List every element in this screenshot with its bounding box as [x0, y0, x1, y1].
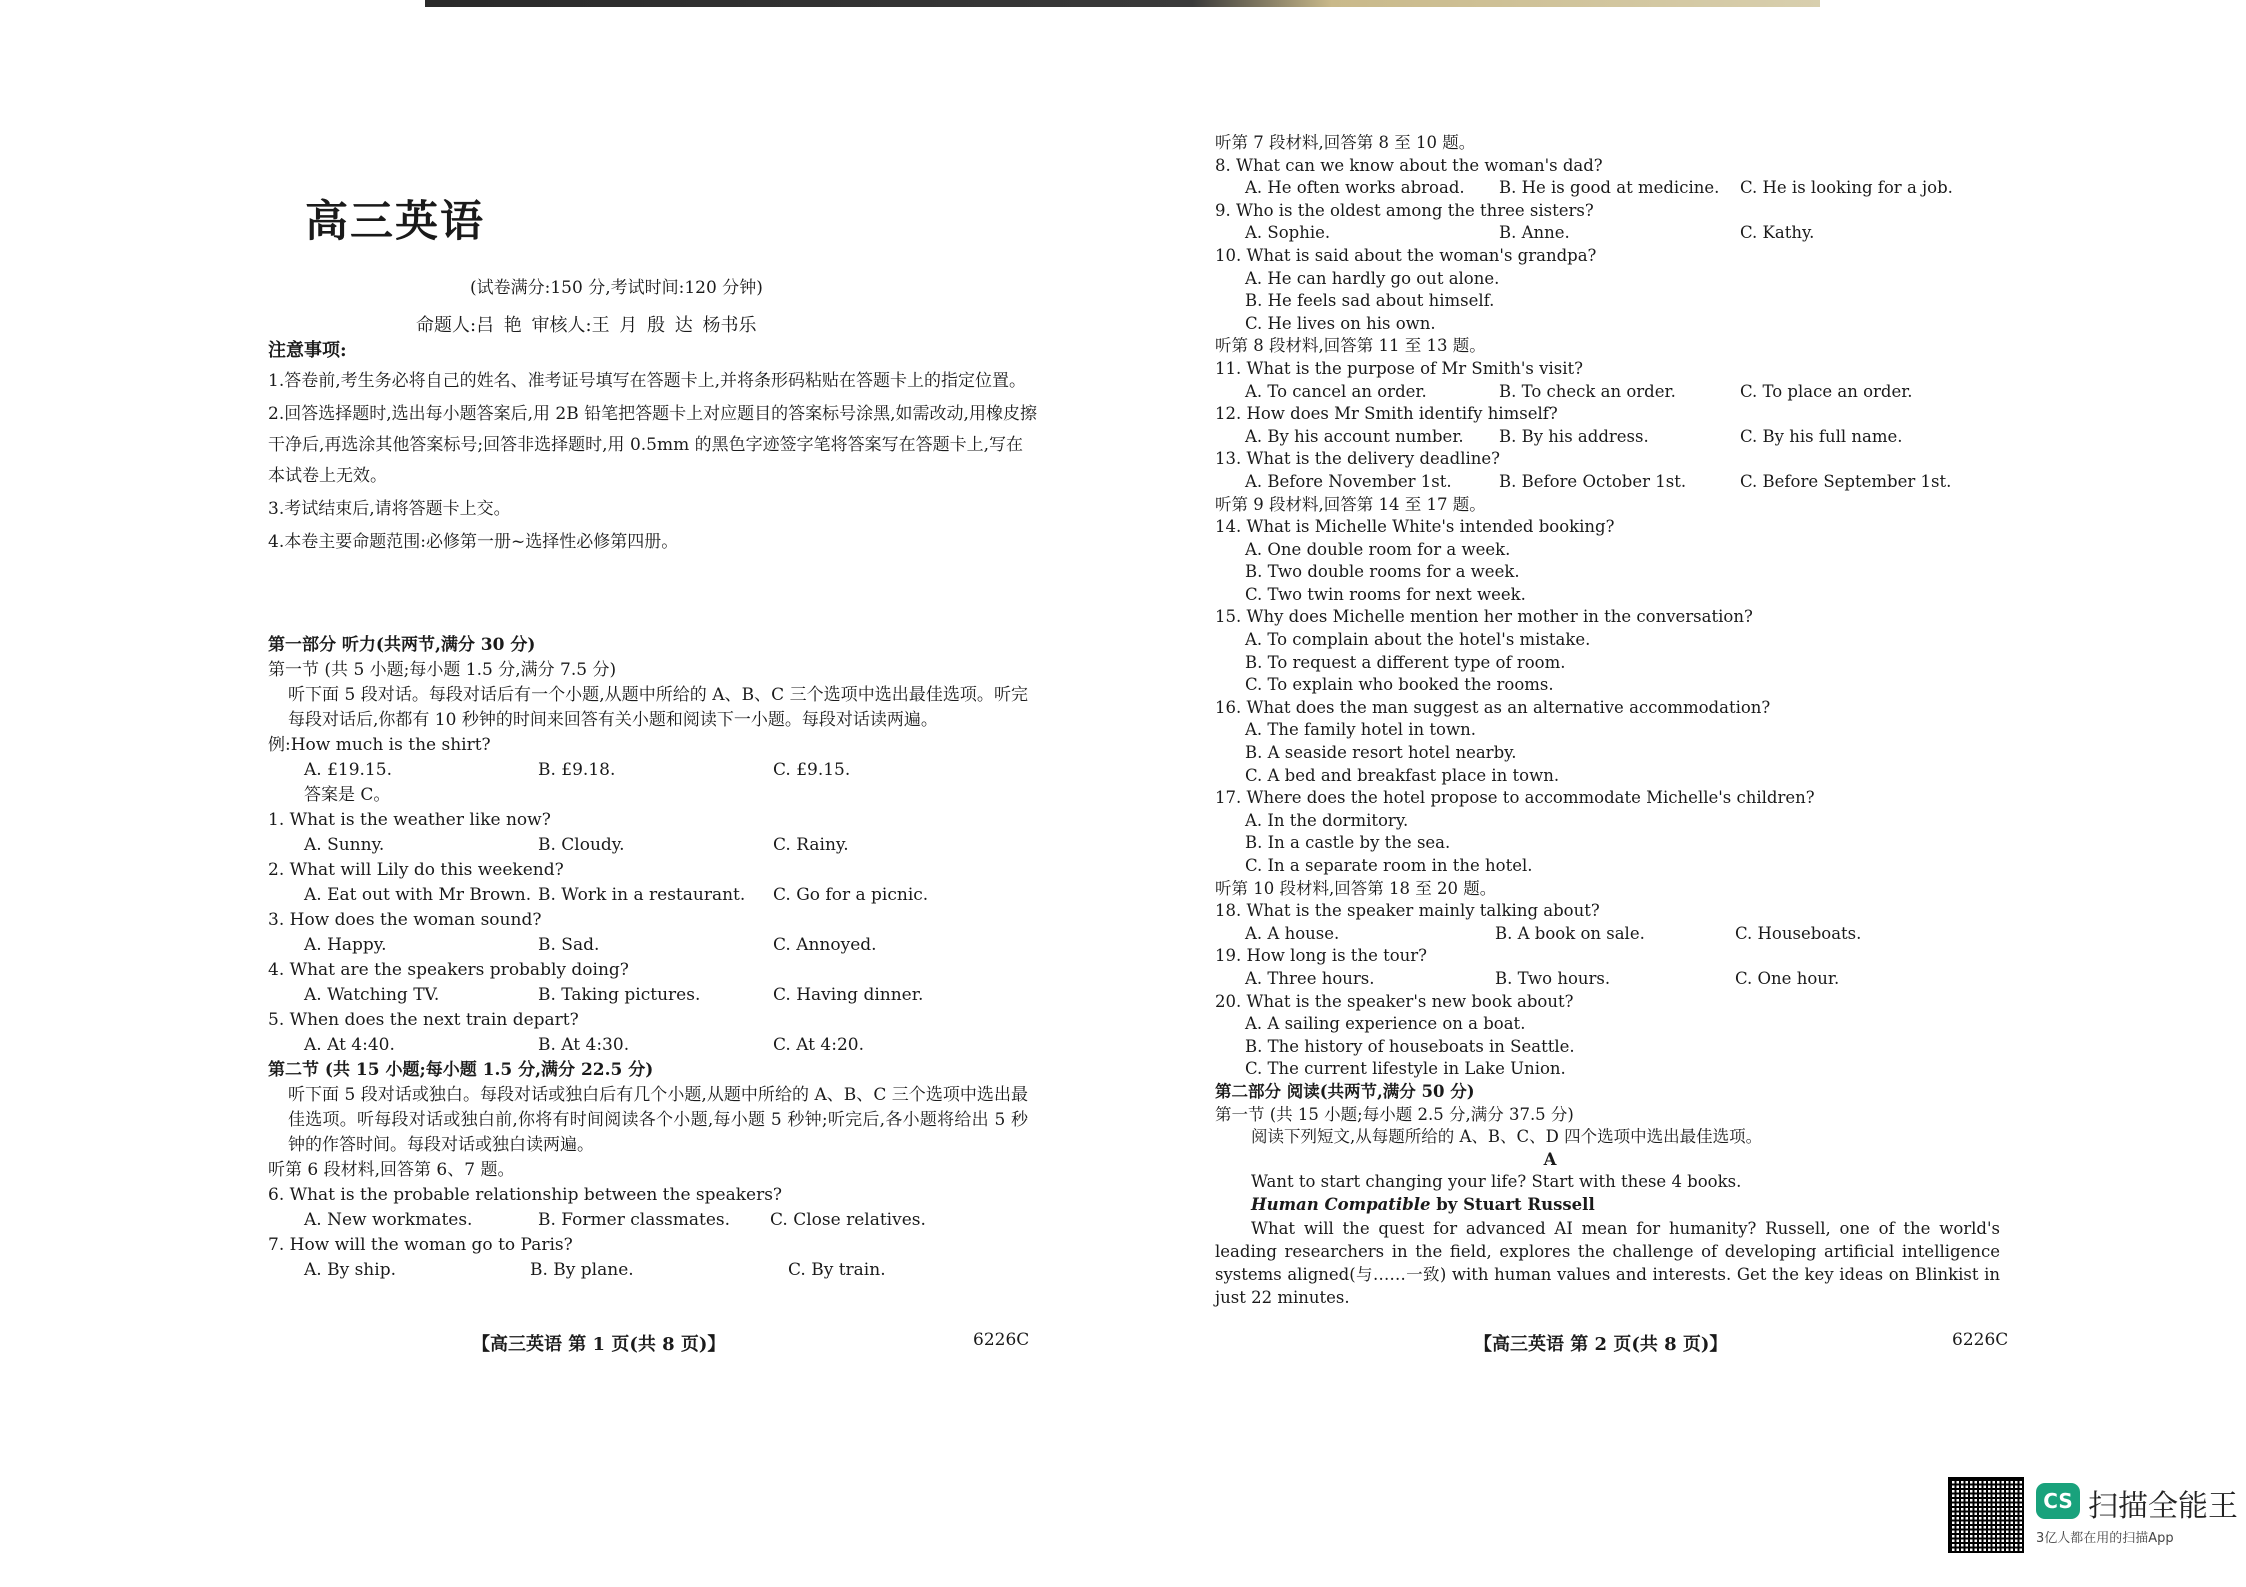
- option: A. Three hours.: [1245, 968, 1375, 988]
- question: 4. What are the speakers probably doing?: [268, 960, 629, 980]
- question: 14. What is Michelle White's intended booking?: [1215, 517, 1615, 537]
- material-heading: 听第 6 段材料,回答第 6、7 题。: [268, 1160, 515, 1180]
- option: C. Having dinner.: [773, 985, 924, 1005]
- example-options: [268, 758, 1028, 783]
- notice-heading: 注意事项:: [268, 340, 347, 361]
- option: B. Before October 1st.: [1499, 471, 1687, 491]
- example-answer: 答案是 C。: [304, 785, 391, 805]
- question: 12. How does Mr Smith identify himself?: [1215, 404, 1558, 424]
- listening-section: [268, 633, 1028, 1283]
- exam-authors: 命题人:吕 艳 审核人:王 月 殷 达 杨书乐: [416, 315, 757, 336]
- reading-section1-heading: 第一节 (共 15 小题;每小题 2.5 分,满分 37.5 分): [1215, 1104, 1574, 1124]
- option: C. He is looking for a job.: [1740, 178, 1953, 198]
- option: B. Former classmates.: [538, 1210, 731, 1230]
- question-options: [1215, 426, 2005, 449]
- scanner-watermark: [1948, 1477, 2238, 1557]
- option: B. To request a different type of room.: [1245, 652, 1566, 672]
- material-heading: 听第 10 段材料,回答第 18 至 20 题。: [1215, 878, 1497, 898]
- question: 9. Who is the oldest among the three sisters?: [1215, 200, 1594, 220]
- option: B. Cloudy.: [538, 835, 625, 855]
- option: A. Sunny.: [304, 835, 385, 855]
- option: A. At 4:40.: [304, 1035, 395, 1055]
- passage-lead: Want to start changing your life? Start with these 4 books.: [1251, 1172, 1742, 1192]
- question: 20. What is the speaker's new book about?: [1215, 991, 1574, 1011]
- question-options: [268, 883, 1028, 908]
- option: B. A seaside resort hotel nearby.: [1245, 743, 1517, 763]
- option: B. A book on sale.: [1495, 923, 1645, 943]
- question: 19. How long is the tour?: [1215, 946, 1428, 966]
- material-heading: 听第 8 段材料,回答第 11 至 13 题。: [1215, 336, 1486, 356]
- material-heading: 听第 9 段材料,回答第 14 至 17 题。: [1215, 494, 1486, 514]
- option: B. Work in a restaurant.: [538, 885, 746, 905]
- option: A. To complain about the hotel's mistake.: [1245, 630, 1591, 650]
- exam-meta: (试卷满分:150 分,考试时间:120 分钟): [470, 278, 763, 298]
- book-heading: [1215, 1194, 2005, 1217]
- camscanner-logo-icon: CS: [2036, 1483, 2080, 1519]
- option: B. In a castle by the sea.: [1245, 833, 1451, 853]
- option: A. £19.15.: [304, 760, 392, 780]
- option: B. The history of houseboats in Seattle.: [1245, 1036, 1575, 1056]
- passage-label: A: [1543, 1149, 1557, 1169]
- option: A. He can hardly go out alone.: [1245, 268, 1500, 288]
- page2-code: 6226C: [1952, 1330, 2009, 1350]
- option: A. Happy.: [304, 935, 387, 955]
- option: A. A sailing experience on a boat.: [1245, 1014, 1526, 1034]
- part2-heading: 第二部分 阅读(共两节,满分 50 分): [1215, 1081, 1475, 1101]
- question-options: [1215, 381, 2005, 404]
- notice-item: 1.答卷前,考生务必将自己的姓名、准考证号填写在答题卡上,并将条形码粘贴在答题卡上的指定位置。: [268, 371, 1027, 391]
- question-options: [268, 933, 1028, 958]
- option: B. Two double rooms for a week.: [1245, 562, 1520, 582]
- question-options: [268, 1033, 1028, 1058]
- question: 6. What is the probable relationship between the speakers?: [268, 1185, 783, 1205]
- option: C. Rainy.: [773, 835, 849, 855]
- option: B. By plane.: [530, 1260, 634, 1280]
- scan-edge-shadow: [425, 0, 1820, 7]
- question-options: [268, 833, 1028, 858]
- reading-intro: 阅读下列短文,从每题所给的 A、B、C、D 四个选项中选出最佳选项。: [1251, 1127, 1763, 1147]
- section2-heading: 第二节 (共 15 小题;每小题 1.5 分,满分 22.5 分): [268, 1060, 654, 1080]
- question: 11. What is the purpose of Mr Smith's visit?: [1215, 358, 1583, 378]
- question: 13. What is the delivery deadline?: [1215, 449, 1500, 469]
- option: C. To explain who booked the rooms.: [1245, 675, 1554, 695]
- book-description: What will the quest for advanced AI mean for humanity? Russell, one of the world's leading researchers in the field, explores the challenge of developing artificial intelligence systems aligned(与……一致) with human values and interests. Get the key ideas on Blinkist in just 22 minutes.: [1215, 1218, 2000, 1307]
- option: C. A bed and breakfast place in town.: [1245, 765, 1560, 785]
- question-options: [1215, 471, 2005, 494]
- option: B. £9.18.: [538, 760, 616, 780]
- option: A. New workmates.: [304, 1210, 473, 1230]
- option: C. £9.15.: [773, 760, 851, 780]
- question-options: [1215, 968, 2005, 991]
- option: B. Anne.: [1499, 223, 1570, 243]
- notice-list: [268, 366, 1038, 560]
- option: C. At 4:20.: [773, 1035, 865, 1055]
- section2-intro: 听下面 5 段对话或独白。每段对话或独白后有几个小题,从题中所给的 A、B、C 三个选项中选出最佳选项。听每段对话或独白前,你将有时间阅读各个小题,每小题 5 秒钟;听完后,各小题将给出 5 秒钟的作答时间。每段对话或独白读两遍。: [288, 1085, 1028, 1155]
- notice-item: 2.回答选择题时,选出每小题答案后,用 2B 铅笔把答题卡上对应题目的答案标号涂黑,如需改动,用橡皮擦干净后,再选涂其他答案标号;回答非选择题时,用 0.5mm 的黑色字迹签字笔将答案写在答题卡上,写在本试卷上无效。: [268, 404, 1037, 486]
- question: 18. What is the speaker mainly talking about?: [1215, 901, 1600, 921]
- question-options: [268, 1208, 1028, 1233]
- option: C. To place an order.: [1740, 381, 1913, 401]
- question: 1. What is the weather like now?: [268, 810, 551, 830]
- option: A. Eat out with Mr Brown.: [304, 885, 532, 905]
- option: A. In the dormitory.: [1245, 810, 1409, 830]
- page2-footer: 【高三英语 第 2 页(共 8 页)】: [1474, 1334, 1728, 1355]
- camscanner-name: 扫描全能王: [2088, 1489, 2238, 1524]
- qr-code-icon: [1948, 1477, 2024, 1553]
- question: 15. Why does Michelle mention her mother in the conversation?: [1215, 607, 1753, 627]
- option: C. One hour.: [1735, 968, 1840, 988]
- listening-section-2: [1215, 132, 2005, 1309]
- material-heading: 听第 7 段材料,回答第 8 至 10 题。: [1215, 133, 1476, 152]
- option: C. Close relatives.: [770, 1210, 926, 1230]
- question-options: [1215, 177, 2005, 200]
- page1-footer: 【高三英语 第 1 页(共 8 页)】: [472, 1334, 726, 1355]
- option: B. Taking pictures.: [538, 985, 701, 1005]
- option: C. Before September 1st.: [1740, 471, 1952, 491]
- question: 8. What can we know about the woman's dad?: [1215, 155, 1603, 175]
- question: 2. What will Lily do this weekend?: [268, 860, 564, 880]
- section1-intro: 听下面 5 段对话。每段对话后有一个小题,从题中所给的 A、B、C 三个选项中选出最佳选项。听完每段对话后,你都有 10 秒钟的时间来回答有关小题和阅读下一小题。每段对话读两遍。: [288, 685, 1028, 730]
- option: B. Two hours.: [1495, 968, 1611, 988]
- part1-heading: 第一部分 听力(共两节,满分 30 分): [268, 635, 536, 655]
- option: A. To cancel an order.: [1245, 381, 1427, 401]
- option: C. The current lifestyle in Lake Union.: [1245, 1059, 1566, 1079]
- option: B. By his address.: [1499, 426, 1649, 446]
- book-title: Human Compatible: [1251, 1194, 1431, 1214]
- option: A. Sophie.: [1245, 223, 1331, 243]
- page1-code: 6226C: [973, 1330, 1030, 1350]
- option: C. Annoyed.: [773, 935, 877, 955]
- option: C. Kathy.: [1740, 223, 1815, 243]
- page-title: 高三英语: [305, 197, 485, 247]
- option: A. One double room for a week.: [1245, 539, 1511, 559]
- question: 3. How does the woman sound?: [268, 910, 542, 930]
- option: A. He often works abroad.: [1245, 178, 1465, 198]
- question: 5. When does the next train depart?: [268, 1010, 579, 1030]
- option: A. The family hotel in town.: [1245, 720, 1476, 740]
- option: C. By his full name.: [1740, 426, 1903, 446]
- option: A. Watching TV.: [304, 985, 440, 1005]
- example-question: 例:How much is the shirt?: [268, 735, 491, 755]
- option: A. By ship.: [304, 1260, 396, 1280]
- option: B. At 4:30.: [538, 1035, 630, 1055]
- option: C. In a separate room in the hotel.: [1245, 856, 1533, 875]
- option: C. Two twin rooms for next week.: [1245, 584, 1526, 604]
- question-options: [1215, 222, 2005, 245]
- option: B. Sad.: [538, 935, 600, 955]
- option: C. Houseboats.: [1735, 923, 1862, 943]
- camscanner-tagline: 3亿人都在用的扫描App: [2036, 1531, 2174, 1546]
- question-options: [268, 1258, 1028, 1283]
- option: C. Go for a picnic.: [773, 885, 929, 905]
- notice-item: 4.本卷主要命题范围:必修第一册~选择性必修第四册。: [268, 532, 679, 552]
- question: 7. How will the woman go to Paris?: [268, 1235, 573, 1255]
- book-author: by Stuart Russell: [1430, 1194, 1595, 1214]
- option: B. He is good at medicine.: [1499, 178, 1720, 198]
- option: A. A house.: [1245, 923, 1340, 943]
- option: B. He feels sad about himself.: [1245, 291, 1495, 311]
- section1-heading: 第一节 (共 5 小题;每小题 1.5 分,满分 7.5 分): [268, 660, 617, 680]
- question: 10. What is said about the woman's grandpa?: [1215, 245, 1597, 265]
- question: 17. Where does the hotel propose to accommodate Michelle's children?: [1215, 788, 1815, 808]
- option: C. By train.: [788, 1260, 886, 1280]
- option: A. By his account number.: [1245, 426, 1464, 446]
- question-options: [1215, 923, 2005, 946]
- option: B. To check an order.: [1499, 381, 1676, 401]
- option: A. Before November 1st.: [1245, 471, 1452, 491]
- question-options: [268, 983, 1028, 1008]
- question: 16. What does the man suggest as an alternative accommodation?: [1215, 697, 1771, 717]
- notice-item: 3.考试结束后,请将答题卡上交。: [268, 499, 511, 519]
- option: C. He lives on his own.: [1245, 313, 1436, 333]
